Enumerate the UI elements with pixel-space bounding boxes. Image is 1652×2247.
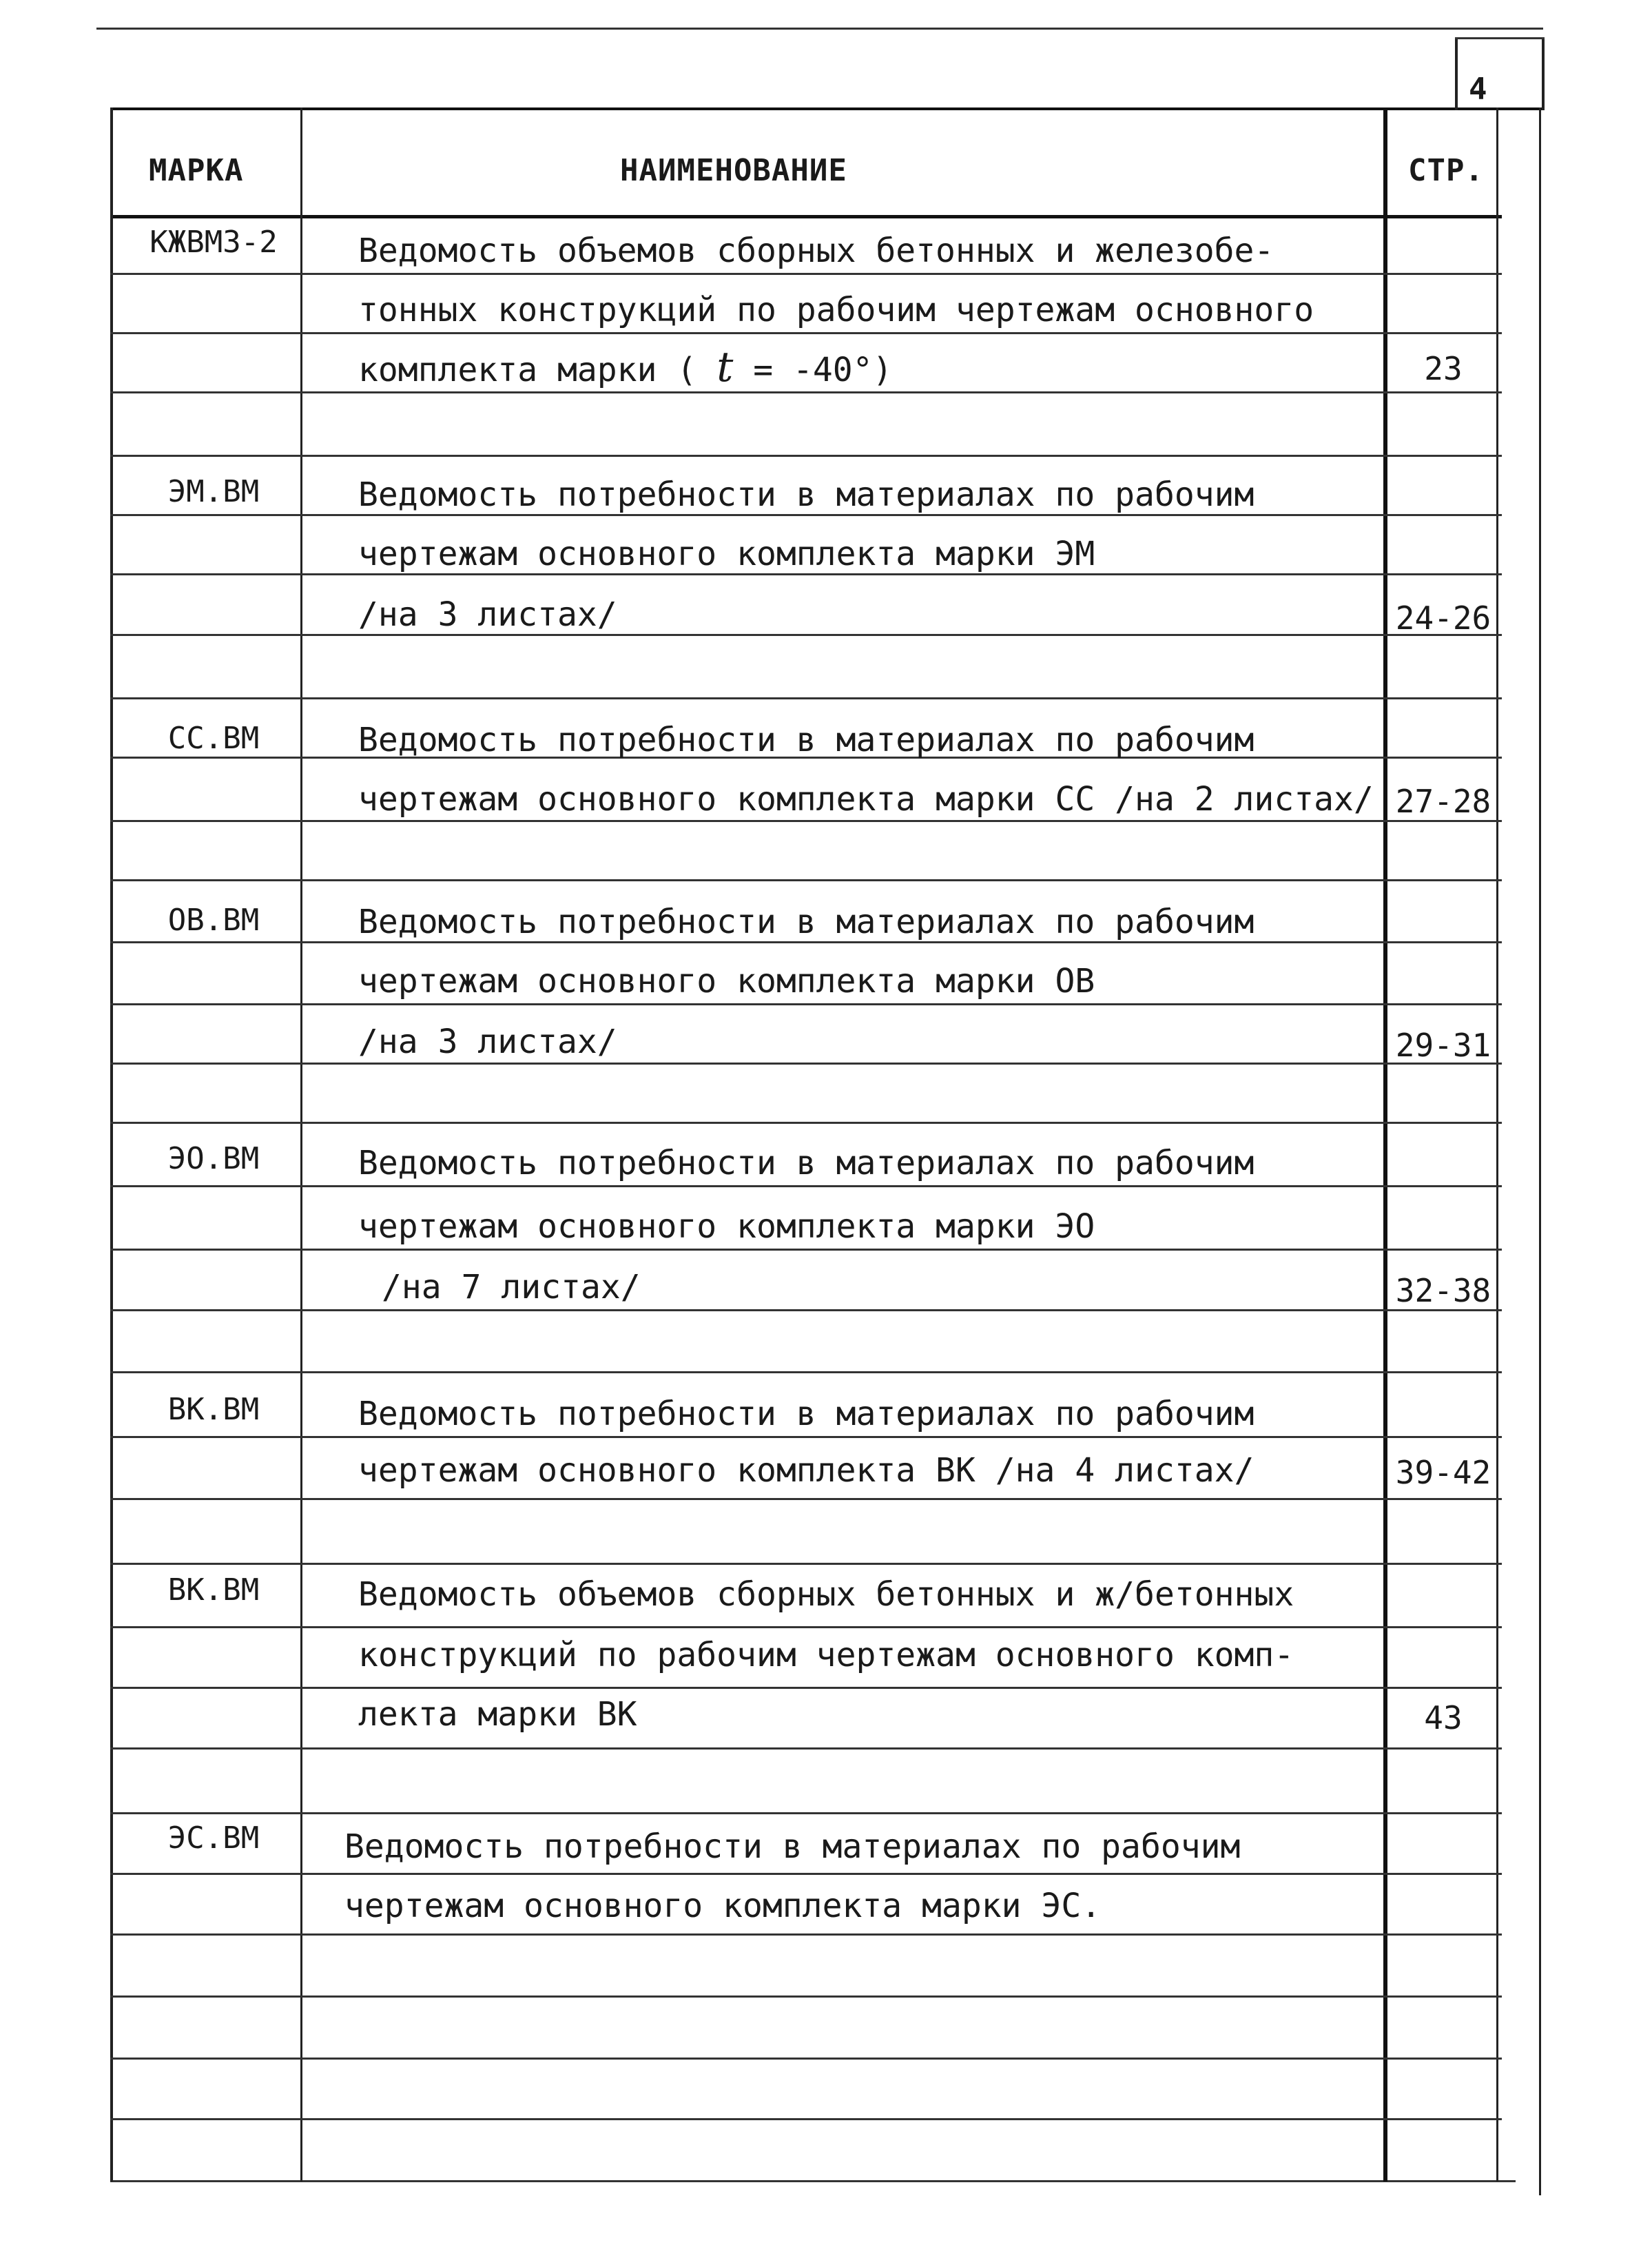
entry-mark: ВК.ВМ: [167, 1572, 260, 1608]
header-mark: МАРКА: [149, 153, 244, 188]
page-column-divider: [1496, 107, 1498, 2182]
row-rule: [110, 1063, 1502, 1065]
entry-name-line: чертежам основного комплекта ВК /на 4 листах/: [358, 1451, 1255, 1490]
row-rule: [110, 1498, 1502, 1500]
entry-name-line: Ведомость объемов сборных бетонных и ж/бетонных: [358, 1575, 1294, 1614]
table-bottom-border: [110, 2180, 1516, 2182]
row-rule: [110, 391, 1502, 393]
entry-pages: 27-28: [1395, 783, 1491, 820]
row-rule: [110, 1563, 1502, 1565]
row-rule: [110, 1747, 1502, 1750]
entry-name-line: Ведомость потребности в материалах по рабочим: [358, 1395, 1255, 1433]
row-rule: [110, 634, 1502, 636]
entry-name-line: комплекта марки (: [358, 351, 697, 389]
entry-name-line: Ведомость потребности в материалах по рабочим: [344, 1827, 1241, 1866]
entry-pages: 23: [1424, 350, 1463, 387]
entry-name-line: /на 3 листах/: [358, 1023, 617, 1061]
entry-mark: ЭМ.ВМ: [167, 474, 260, 509]
row-rule: [110, 820, 1502, 822]
entry-name-line: чертежам основного комплекта марки ЭО: [358, 1207, 1095, 1246]
row-rule: [110, 1933, 1502, 1936]
entry-name-line: Ведомость потребности в материалах по рабочим: [358, 475, 1255, 514]
entry-name-line: конструкций по рабочим чертежам основного комп-: [358, 1636, 1294, 1674]
header-name: НАИМЕНОВАНИЕ: [620, 153, 847, 188]
entry-mark: КЖВМЗ-2: [149, 225, 278, 260]
row-rule: [110, 455, 1502, 457]
entry-name-line: чертежам основного комплекта марки ЭМ: [358, 535, 1095, 573]
row-rule: [110, 1436, 1502, 1438]
entry-name-line: Ведомость потребности в материалах по рабочим: [358, 903, 1255, 941]
entry-mark: СС.ВМ: [167, 721, 260, 756]
entry-name-line-formula: [358, 343, 893, 391]
outer-right-border: [1539, 107, 1541, 2195]
row-rule: [110, 1185, 1502, 1187]
row-rule: [110, 941, 1502, 943]
row-rule: [110, 1626, 1502, 1628]
entry-name-line: Ведомость потребности в материалах по рабочим: [358, 1144, 1255, 1182]
entry-name-line: чертежам основного комплекта марки СС /на 2 листах/: [358, 780, 1374, 819]
row-rule: [110, 879, 1502, 881]
entry-pages: 24-26: [1395, 599, 1491, 637]
entry-pages: 32-38: [1395, 1272, 1491, 1309]
entry-name-line: лекта марки ВК: [358, 1695, 637, 1734]
page-box-right: [1542, 37, 1545, 110]
row-rule: [110, 1687, 1502, 1689]
row-rule: [110, 1122, 1502, 1124]
entry-name-line: чертежам основного комплекта марки ОВ: [358, 962, 1095, 1001]
entry-mark: ВК.ВМ: [167, 1392, 260, 1427]
row-rule: [110, 2058, 1502, 2060]
entry-name-line: Ведомость потребности в материалах по рабочим: [358, 721, 1255, 759]
entry-mark: ЭС.ВМ: [167, 1820, 260, 1856]
table-top-border: [110, 107, 1543, 110]
entry-pages: 39-42: [1395, 1454, 1491, 1491]
row-rule: [110, 273, 1502, 275]
row-rule: [110, 1249, 1502, 1251]
row-rule: [110, 514, 1502, 516]
entry-name-line: чертежам основного комплекта марки ЭС.: [344, 1887, 1102, 1925]
row-rule: [110, 573, 1502, 575]
page-number: 4: [1469, 72, 1487, 107]
header-bottom-border: [110, 215, 1502, 218]
row-rule: [110, 1003, 1502, 1005]
entry-name-line: /на 7 листах/: [382, 1268, 641, 1306]
name-column-divider: [1383, 107, 1387, 2182]
formula-rest: = -40°): [733, 351, 893, 389]
entry-name-line: Ведомость объемов сборных бетонных и железобе-: [358, 232, 1274, 270]
row-rule: [110, 697, 1502, 699]
row-rule: [110, 2118, 1502, 2120]
page-box-left: [1455, 37, 1458, 110]
formula-variable: t: [716, 343, 734, 391]
header-page: СТР.: [1408, 153, 1484, 188]
top-rule: [96, 28, 1543, 30]
entry-pages: 29-31: [1395, 1027, 1491, 1064]
entry-mark: ОВ.ВМ: [167, 903, 260, 938]
entry-name-line: тонных конструкций по рабочим чертежам основного: [358, 291, 1314, 329]
row-rule: [110, 1371, 1502, 1373]
entry-name-line: /на 3 листах/: [358, 595, 617, 634]
entry-pages: 43: [1424, 1699, 1463, 1736]
page-box-top: [1455, 37, 1545, 39]
table-left-border: [110, 107, 113, 2182]
entry-mark: ЭО.ВМ: [167, 1141, 260, 1176]
row-rule: [110, 1873, 1502, 1875]
row-rule: [110, 1812, 1502, 1814]
row-rule: [110, 1309, 1502, 1311]
row-rule: [110, 332, 1502, 334]
row-rule: [110, 1995, 1502, 1998]
